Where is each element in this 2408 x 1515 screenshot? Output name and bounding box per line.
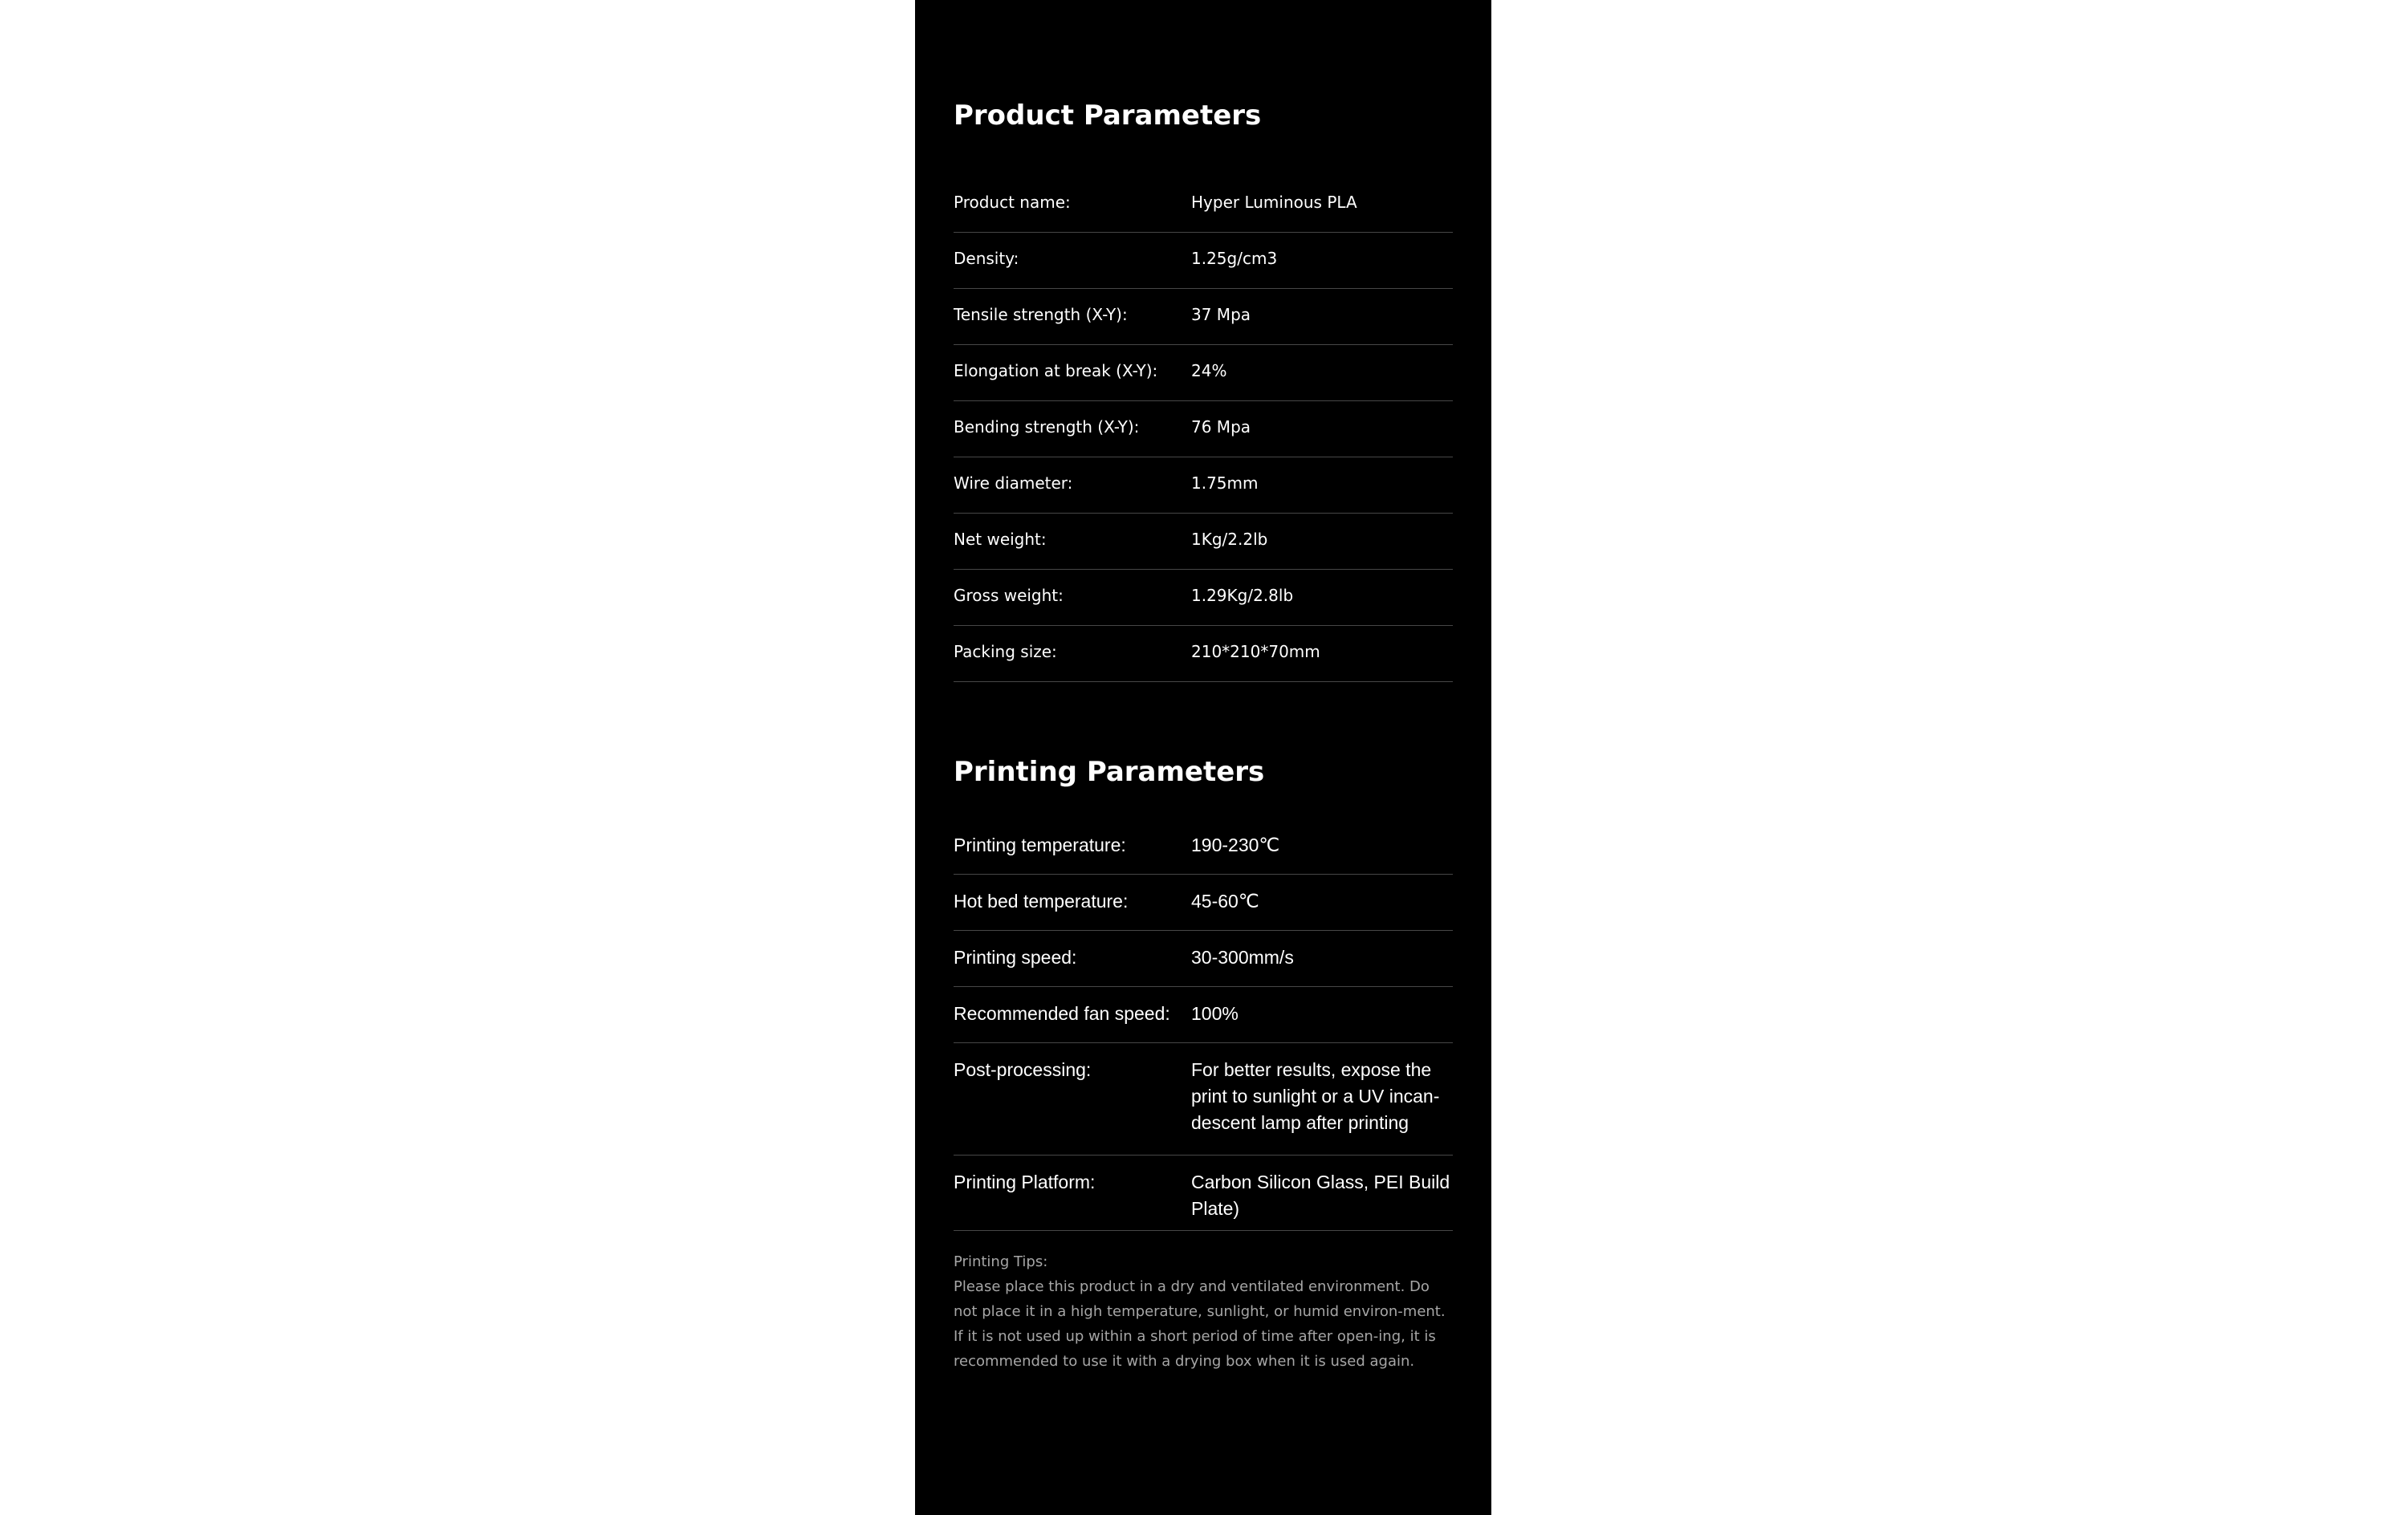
printing-tips-heading: Printing Tips:: [954, 1253, 1048, 1270]
row-label: Printing Platform:: [954, 1172, 1096, 1192]
row-value: 1.25g/cm3: [1191, 249, 1278, 268]
product-parameters-title: Product Parameters: [954, 100, 1262, 132]
table-row: [954, 1156, 1453, 1231]
row-label: Printing temperature:: [954, 835, 1126, 855]
table-row: [954, 570, 1453, 626]
row-value: 1.75mm: [1191, 473, 1259, 493]
row-label: Density:: [954, 249, 1019, 268]
row-value: Hyper Luminous PLA: [1191, 193, 1357, 212]
table-row: [954, 289, 1453, 345]
table-row: [954, 818, 1453, 875]
table-row: [954, 401, 1453, 457]
row-value: 210*210*70mm: [1191, 642, 1320, 661]
table-row: [954, 177, 1453, 233]
table-row: [954, 457, 1453, 514]
table-row: [954, 626, 1453, 682]
row-label: Packing size:: [954, 642, 1057, 661]
row-label: Gross weight:: [954, 586, 1064, 605]
row-value: 24%: [1191, 361, 1227, 380]
row-label: Post-processing:: [954, 1059, 1092, 1080]
table-row: [954, 514, 1453, 570]
printing-parameters-title: Printing Parameters: [954, 756, 1265, 788]
table-row: [954, 931, 1453, 987]
row-value: Carbon Silicon Glass, PEI Build Plate): [1191, 1172, 1450, 1219]
table-row: [954, 1043, 1453, 1156]
table-row: [954, 345, 1453, 401]
product-parameters-table: [954, 177, 1453, 682]
row-value: 190-230℃: [1191, 835, 1280, 855]
row-label: Elongation at break (X-Y):: [954, 361, 1158, 380]
row-label: Product name:: [954, 193, 1071, 212]
row-label: Wire diameter:: [954, 473, 1073, 493]
row-value: 76 Mpa: [1191, 417, 1251, 437]
row-value: 30-300mm/s: [1191, 947, 1294, 968]
spec-panel: [915, 0, 1491, 1515]
row-label: Recommended fan speed:: [954, 1003, 1170, 1024]
row-label: Printing speed:: [954, 947, 1077, 968]
row-label: Bending strength (X-Y):: [954, 417, 1140, 437]
table-row: [954, 875, 1453, 931]
row-value: 1Kg/2.2lb: [1191, 530, 1268, 549]
row-value: For better results, expose the print to sunlight or a UV incan-descent lamp after printing: [1191, 1059, 1440, 1133]
printing-parameters-table: [954, 818, 1453, 1231]
table-row: [954, 233, 1453, 289]
row-value: 100%: [1191, 1003, 1239, 1024]
row-label: Hot bed temperature:: [954, 891, 1129, 912]
row-label: Tensile strength (X-Y):: [954, 305, 1128, 324]
row-value: 1.29Kg/2.8lb: [1191, 586, 1294, 605]
row-value: 37 Mpa: [1191, 305, 1251, 324]
table-row: [954, 987, 1453, 1043]
printing-tips-body: Please place this product in a dry and ventilated environment. Do not place it in a high temperature, sunlight, or humid environ-ment. If it is not used up within a short period of time after open-ing, it is recommended to use it with a drying box when it is used again.: [954, 1278, 1446, 1370]
row-value: 45-60℃: [1191, 891, 1259, 912]
row-label: Net weight:: [954, 530, 1047, 549]
printing-tips: [954, 1249, 1453, 1374]
